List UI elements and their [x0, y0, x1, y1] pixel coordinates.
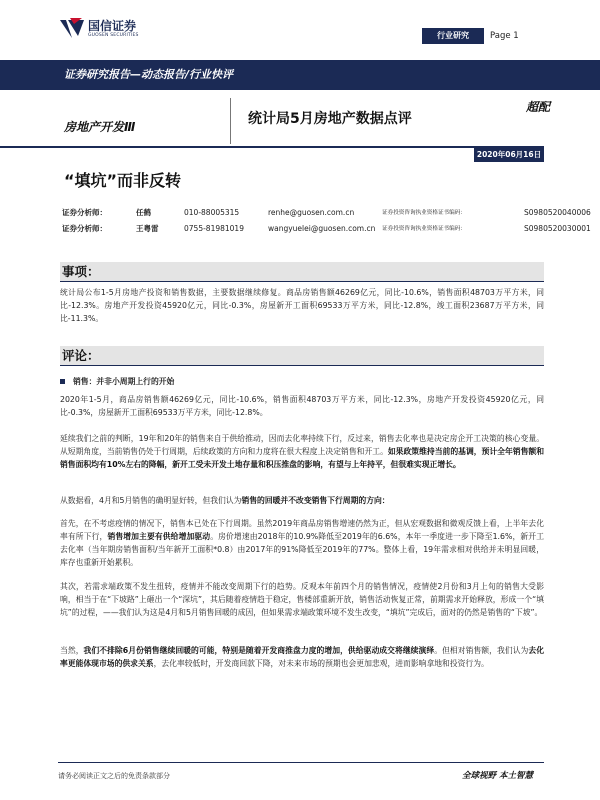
report-date: 2020年06月16日: [474, 148, 544, 162]
analyst-row: [62, 206, 591, 220]
analyst-role: 证券分析师：: [62, 208, 107, 217]
event-title: 事项：: [62, 264, 100, 279]
analyst-license-label: 证券投资咨询执业资格证书编码：: [382, 226, 466, 232]
report-title: 统计局5月房地产数据点评: [248, 111, 412, 127]
footer-rule: [58, 762, 544, 763]
report-type-band: [0, 60, 600, 90]
paragraph-4-text-a: 首先，在不考虑疫情的情况下，销售本已处在下行周期。虽然2019年商品房销售增速仍然为正，但从宏观数据和微观反馈上看，上半年去化率有所下行，: [60, 519, 544, 541]
paragraph-6-emphasis-1: 我们不排除6月份销售继续回暖的可能，特别是随着开发商推盘力度的增加，供给驱动成交将继续演绎: [83, 646, 435, 655]
paragraph-6-text-b: 。但相对销售额，我们认为: [434, 646, 529, 655]
event-section-heading: [60, 262, 544, 282]
section-underline: [60, 365, 544, 367]
bullet-heading: [60, 376, 174, 387]
page-number: Page 1: [490, 31, 519, 41]
paragraph-4-emphasis: 销售增加主要有供给增加驱动: [107, 532, 211, 541]
analyst-phone: 010-88005315: [184, 208, 240, 217]
paragraph-6: [60, 644, 544, 670]
sector-label: 房地产开发Ⅲ: [64, 120, 136, 134]
analyst-license-no: S0980520030001: [524, 224, 591, 233]
paragraph-2: [60, 432, 544, 471]
paragraph-6-text-c: ，去化率较低时，开发商回款下降，对未来市场的预期也会更加悲观，进而影响拿地和投资行为。: [153, 659, 489, 668]
paragraph-2-text: 延续我们之前的判断，19年和20年的销售来自于供给推动，因而去化率持续下行，反过来，销售去化率也是决定房企开工决策的核心变量。从短期角度，当前销售仍处于行周期，后续政策的方向和力度将在很大程度上决定销售和开工。: [60, 434, 544, 456]
analyst-license-label: 证券投资咨询执业资格证书编码：: [382, 210, 466, 216]
paragraph-2-emphasis: 如果政策维持当前的基调，预计全年销售额和销售面积均有10%左右的降幅，新开工受未开发土地存量和积压推盘的影响，有望与上年持平，但很难实现正增长。: [60, 447, 544, 469]
brand-name-en: GUOSEN SECURITIES: [88, 33, 139, 38]
analyst-name: 任鹤: [136, 208, 151, 217]
logo-mark-icon: [58, 16, 86, 42]
title-rule: [0, 146, 544, 148]
brand-name-cn: 国信证券: [88, 19, 137, 33]
bullet-text: 销售：并非小周期上行的开始: [73, 377, 175, 386]
footer-disclaimer: 请务必阅读正文之后的免责条款部分: [58, 772, 170, 780]
brand-logo: [58, 14, 178, 48]
paragraph-5: 其次，若需求端政策不发生扭转，疫情并不能改变周期下行的趋势。反观本年前四个月的销售情况，疫情使2月份和3月上旬的销售大受影响，相当于在“下坡路”上砸出一个“深坑”，其后随着疫情趋于稳定，售楼部重新开放，销售活动恢复正常，前期需求开始释放，形成一个“填坑”的过程，——我们认为这是4月和5月销售回暖的成因，但如果需求端政策环境不发生改变，“填坑”完成后，面对的仍然是销售的“下坡”。: [60, 582, 544, 617]
footer-slogan: 全球视野 本土智慧: [462, 771, 533, 781]
headline: “填坑”而非反转: [64, 171, 182, 190]
paragraph-1: 2020年1-5月，商品房销售额46269亿元，同比-10.6%，销售面积48703万平方米，同比-12.3%，房地产开发投资45920亿元，同比-0.3%，房屋新开工面积69533万平方米，同比-12.8%。: [60, 395, 544, 417]
comment-title: 评论：: [62, 348, 100, 363]
analyst-row: [62, 222, 591, 236]
rating: 超配: [526, 100, 551, 114]
title-divider: [230, 98, 231, 144]
analyst-email[interactable]: wangyuelei@guosen.com.cn: [268, 224, 376, 233]
paragraph-6-text-a: 当然，: [60, 646, 84, 655]
paragraph-3-emphasis: 销售的回暖并不改变销售下行周期的方向：: [241, 496, 390, 505]
header-tags: [422, 28, 542, 44]
paragraph-3: [60, 494, 544, 507]
category-tag: 行业研究: [422, 28, 484, 44]
event-text: 统计局公布1-5月房地产投资和销售数据，主要数据继续修复。商品房销售额46269亿元，同比-10.6%，销售面积48703万平方米，同比-12.3%。房地产开发投资45920亿元，同比-0.3%，房屋新开工面积69533万平方米，同比-12.8%，竣工面积23687万平方米，同比-11.3%。: [60, 288, 544, 323]
paragraph-6-emphasis-2: 去化率更能体现市场的供求关系: [60, 646, 545, 668]
square-bullet-icon: [60, 379, 65, 384]
analyst-email[interactable]: renhe@guosen.com.cn: [268, 208, 355, 217]
paragraph-4: [60, 517, 544, 569]
report-type: 证券研究报告—动态报告/行业快评: [64, 68, 234, 81]
analyst-role: 证券分析师：: [62, 224, 107, 233]
analyst-phone: 0755-81981019: [184, 224, 244, 233]
section-underline: [60, 281, 544, 283]
analyst-license-no: S0980520040006: [524, 208, 591, 217]
comment-section-heading: [60, 346, 544, 366]
analyst-name: 王粤雷: [136, 224, 159, 233]
paragraph-3-text: 从数据看，4月和5月销售的确明显好转，但我们认为: [60, 496, 242, 505]
paragraph-4-text-b: 。房价增速由2018年的10.9%降低至2019年的6.6%，本年一季度进一步下降至1.6%，新开工去化率（当年期房销售面积/当年新开工面积*0.8）由2017年的91%降低至2019年的77%。整体上看，19年需求相对供给并未明显回暖，库存也重新开始累积。: [60, 532, 544, 567]
